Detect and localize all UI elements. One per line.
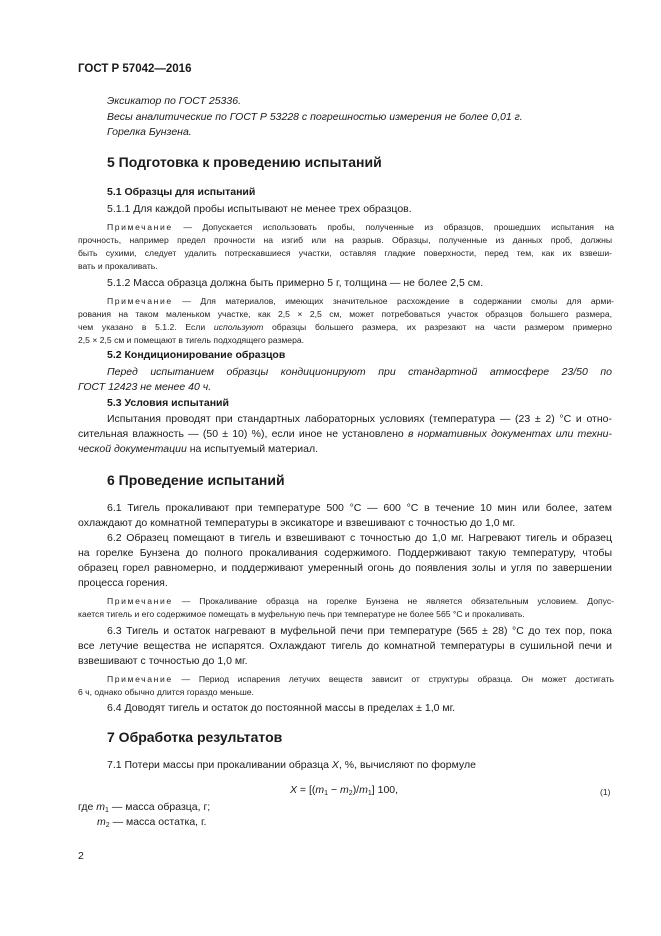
paragraph-7-1: 7.1 Потери массы при прокаливании образца X, %, вычисляют по формуле — [107, 759, 476, 771]
section-5-3-title: 5.3 Условия испытаний — [107, 397, 229, 409]
note-2-line: чем указано в 5.1.2. Если используют образцы большего размера, их разрезают на части размером примерно — [78, 322, 613, 332]
equipment-line: Весы аналитические по ГОСТ Р 53228 с погрешностью измерения не более 0,01 г. — [107, 111, 523, 123]
note-label: Примечание — [107, 674, 173, 684]
section-5-1-title: 5.1 Образцы для испытаний — [107, 186, 256, 198]
paragraph-6-3-line: все летучие вещества не испарятся. Охлаждают тигель до комнатной температуры в сушильной печи и — [78, 640, 612, 652]
paragraph-5-2-line: Перед испытанием образцы кондиционируют при стандартной атмосфере 23/50 по — [107, 366, 612, 378]
paragraph-5-3-line: сительная влажность — (50 ± 10) %), если иное не установлено в нормативных документах или техни- — [78, 428, 612, 440]
paragraph-6-2-line: процесса горения. — [78, 577, 168, 589]
page-number: 2 — [78, 850, 84, 862]
note-4-line: Примечание — Период испарения летучих веществ зависит от структуры образца. Он может достигать — [107, 674, 614, 684]
note-1-line: быть сухими, следует удалить потрескавшиеся участки, оставляя гладкие поверхности, перед тем, как их взвеши- — [78, 248, 612, 258]
paragraph-5-3-line: ческой документации на испытуемый материал. — [78, 443, 318, 455]
paragraph-6-3-line: взвешивают с точностью до 1,0 мг. — [78, 655, 248, 667]
note-1-line: вать и прокаливать. — [78, 261, 158, 271]
paragraph-6-3-line: 6.3 Тигель и остаток нагревают в муфельной печи при температуре (565 ± 28) °С до тех пор, пока — [107, 625, 612, 637]
note-4-line: 6 ч, однако обычно длится гораздо меньше. — [78, 687, 254, 697]
note-label: Примечание — [107, 296, 173, 306]
paragraph-5-1-1: 5.1.1 Для каждой пробы испытывают не менее трех образцов. — [107, 203, 412, 215]
document-header: ГОСТ Р 57042—2016 — [78, 63, 192, 75]
note-label: Примечание — [107, 222, 173, 232]
paragraph-5-2-line: ГОСТ 12423 не менее 40 ч. — [78, 381, 212, 393]
section-5-2-title: 5.2 Кондиционирование образцов — [107, 349, 286, 361]
paragraph-6-1-line: 6.1 Тигель прокаливают при температуре 500 °С — 600 °С в течение 10 мин или более, затем — [107, 502, 612, 514]
section-6-title: 6 Проведение испытаний — [107, 472, 285, 488]
note-3-line: кается тигель и его содержимое помещать в муфельную печь при температуре не более 565 °С и прокаливать. — [78, 609, 525, 619]
formula: $X = [(m_1 - m_2)/m_1]$ 100, — [290, 784, 399, 797]
section-7-title: 7 Обработка результатов — [107, 729, 283, 745]
note-1-line: прочность, например предел прочности на изгиб или на разрыв. Образцы, полученные из данных проб, должны — [78, 235, 612, 245]
formula-number: (1) — [600, 787, 611, 797]
equipment-line: Эксикатор по ГОСТ 25336. — [107, 95, 241, 107]
paragraph-6-1-line: охлаждают до комнатной температуры в эксикаторе и взвешивают с точностью до 1,0 мг. — [78, 517, 516, 529]
paragraph-6-2-line: образец горел равномерно, и поддерживают умеренный огонь до появления золы и угля по завершении — [78, 562, 612, 574]
variable-definition: $m_2$ — масса остатка, г. — [97, 816, 207, 829]
variable-definition: где $m_1$ — масса образца, г; — [78, 801, 211, 814]
note-label: Примечание — [107, 596, 173, 606]
paragraph-6-2-line: 6.2 Образец помещают в тигель и взвешивают с точностью до 1,0 мг. Нагревают тигель и образец — [107, 532, 612, 544]
note-2-line: рования на таком маленьком участке, как 2,5 × 2,5 см, может потребоваться участок образцов большего размера, — [78, 309, 612, 319]
section-5-title: 5 Подготовка к проведению испытаний — [107, 154, 382, 170]
paragraph-6-4: 6.4 Доводят тигель и остаток до постоянной массы в пределах ± 1,0 мг. — [107, 702, 456, 714]
equipment-line: Горелка Бунзена. — [107, 126, 192, 138]
note-3-line: Примечание — Прокаливание образца на горелке Бунзена не является обязательным условием. Допус- — [107, 596, 614, 606]
paragraph-5-1-2: 5.1.2 Масса образца должна быть примерно 5 г, толщина — не более 2,5 см. — [107, 277, 484, 289]
paragraph-6-2-line: на горелке Бунзена до полного прокаливания содержимого. Поддерживают такую температуру, чтобы — [78, 547, 612, 559]
paragraph-5-3-line: Испытания проводят при стандартных лабораторных условиях (температура — (23 ± 2) °С и отно- — [107, 413, 612, 425]
note-2-line: Примечание — Для материалов, имеющих значительное расхождение в содержании смолы для арми- — [107, 296, 614, 306]
note-1-line: Примечание — Допускается использовать пробы, полученные из образцов, прошедших испытания на — [107, 222, 614, 232]
note-2-line: 2,5 × 2,5 см и помещают в тигель подходящего размера. — [78, 335, 305, 345]
